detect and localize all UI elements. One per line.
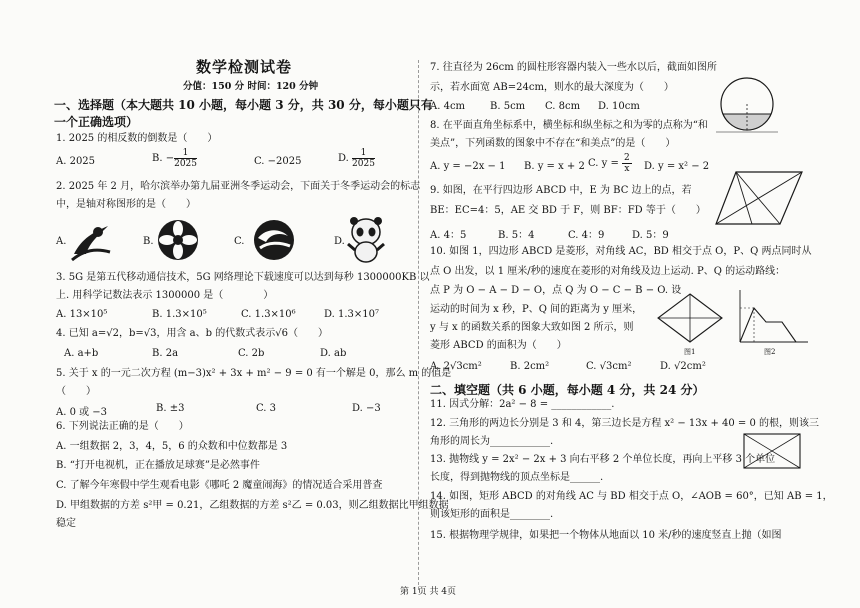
q1-option-d: D. $\frac{1}{2025}$	[338, 148, 375, 169]
q1-stem: 1. 2025 的相反数的倒数是（ ）	[56, 133, 218, 144]
q4-option-a: A. a+b	[64, 348, 99, 359]
section1-heading-cont: 一个正确选项）	[54, 115, 139, 129]
q7-option-c: C. 8cm	[545, 101, 581, 112]
q9-line1: 9. 如图，在平行四边形 ABCD 中，E 为 BC 边上的点，若	[430, 185, 692, 196]
q5-option-c: C. 3	[256, 403, 277, 414]
q5-option-d: D. −3	[352, 403, 381, 414]
q14-line1: 14. 如图，矩形 ABCD 的对角线 AC 与 BD 相交于点 O，∠AOB = 60°，已知 AB = 1，	[430, 491, 833, 502]
fig1-label: 图1	[684, 348, 696, 356]
q6-stem: 6. 下列说法正确的是（ ）	[56, 421, 189, 432]
q1-option-a: A. 2025	[56, 156, 96, 167]
rhombus-figure	[654, 290, 726, 352]
fig2-label: 图2	[764, 348, 776, 356]
q8-option-c: C. y = $\frac{2}{x}$	[588, 153, 630, 174]
q9-option-d: D. 5：9	[632, 230, 669, 241]
q4-option-d: D. ab	[320, 348, 347, 359]
q3-line1: 3. 5G 是第五代移动通信技术，5G 网络理论下载速度可以达到每秒 1300000KB 以	[56, 272, 430, 283]
q6-option-d-cont: 稳定	[56, 518, 76, 529]
q7-option-a: A. 4cm	[430, 101, 466, 112]
q10-line3: 点 P 为 O − A − D − O，点 Q 为 O − C − B − O. 设	[430, 285, 682, 296]
q2-line2: 中，是轴对称图形的是（ ）	[56, 199, 196, 210]
q6-option-b: B. “打开电视机，正在播放足球赛”是必然事件	[56, 460, 260, 471]
q9-option-a: A. 4：5	[430, 230, 467, 241]
q7-option-b: B. 5cm	[490, 101, 526, 112]
q10-line2: 点 O 出发，以 1 厘米/秒的速度在菱形的对角线及边上运动. P、Q 的运动路线：	[430, 266, 786, 277]
q8-option-b: B. y = x + 2	[524, 161, 585, 172]
q3-option-d: D. 1.3×10⁷	[324, 309, 380, 320]
panda-mascot-icon	[346, 214, 386, 264]
q3-option-b: B. 1.3×10⁵	[152, 309, 207, 320]
q10-line6: 菱形 ABCD 的面积为（ ）	[430, 340, 567, 351]
q3-option-c: C. 1.3×10⁶	[241, 309, 296, 320]
q13-line2: 长度，得到抛物线的顶点坐标是______.	[430, 472, 604, 483]
rectangle-diagonals-figure	[740, 430, 804, 472]
q8-line2: 美点”，下列函数的图象中不存在“和美点”的是（ ）	[430, 138, 676, 149]
q7-option-d: D. 10cm	[598, 101, 640, 112]
q10-option-b: B. 2cm²	[510, 361, 550, 372]
q1-option-b: B. − $\frac{1}{2025}$	[152, 148, 197, 169]
q4-option-b: B. 2a	[152, 348, 179, 359]
q2-option-d: D.	[334, 236, 345, 247]
q13-line1: 13. 抛物线 y = 2x² − 2x + 3 向右平移 2 个单位长度，再向上平移 3 个单位	[430, 454, 776, 465]
q9-option-c: C. 4：9	[568, 230, 605, 241]
q9-line2: BE：EC=4：5，AE 交 BD 于 F，则 BF：FD 等于（ ）	[430, 205, 706, 216]
q12-line2: 角形的周长为____________.	[430, 436, 554, 447]
q2-option-a: A.	[56, 236, 67, 247]
q6-option-a: A. 一组数据 2，3，4，5，6 的众数和中位数都是 3	[56, 441, 288, 452]
q12-line1: 12. 三角形的两边长分别是 3 和 4，第三边长是方程 x² − 13x + 40 = 0 的根，则该三	[430, 418, 820, 429]
score-time: 分值：150 分 时间：120 分钟	[183, 81, 319, 92]
q10-option-d: D. √2cm²	[660, 361, 706, 372]
snowflake-emblem-icon	[156, 218, 200, 262]
page-footer: 第 1页 共 4页	[400, 587, 457, 597]
q10-option-c: C. √3cm²	[586, 361, 632, 372]
q5-option-b: B. ±3	[156, 403, 185, 414]
q8-option-d: D. y = x² − 2	[644, 161, 710, 172]
q4-option-c: C. 2b	[238, 348, 265, 359]
q2-line1: 2. 2025 年 2 月，哈尔滨举办第九届亚洲冬季运动会，下面关于冬季运动会的标志	[56, 181, 421, 192]
q11-text: 11. 因式分解：2a² − 8 = ____________.	[430, 399, 615, 410]
circle-water-figure	[712, 74, 782, 136]
q6-option-c: C. 了解今年寒假中学生观看电影《哪吒 2 魔童闹海》的情况适合采用普查	[56, 480, 383, 491]
q14-line2: 则该矩形的面积是________.	[430, 509, 554, 520]
q5-line1: 5. 关于 x 的一元二次方程 (m−3)x² + 3x + m² − 9 = 0 有一个解是 0，那么 m 的值是	[56, 368, 452, 379]
q10-line4: 运动的时间为 x 秒，P、Q 间的距离为 y 厘米，	[430, 304, 643, 315]
q10-line1: 10. 如图 1，四边形 ABCD 是菱形，对角线 AC，BD 相交于点 O，P、Q 两点同时从	[430, 246, 812, 257]
skater-logo-icon	[68, 220, 112, 262]
q5-option-a: A. 0 或 −3	[56, 407, 108, 418]
distance-graph-figure	[732, 286, 812, 350]
q6-option-d: D. 甲组数据的方差 s²甲 = 0.21，乙组数据的方差 s²乙 = 0.03，则乙组数据比甲组数据	[56, 500, 449, 511]
q8-line1: 8. 在平面直角坐标系中，横坐标和纵坐标之和为零的点称为“和	[430, 120, 708, 131]
wave-emblem-icon	[250, 218, 298, 262]
section1-heading: 一、选择题（本大题共 10 小题，每小题 3 分，共 30 分，每小题只有	[54, 98, 433, 112]
q2-option-c: C.	[234, 236, 245, 247]
parallelogram-figure	[712, 166, 804, 230]
q8-option-a: A. y = −2x − 1	[430, 161, 506, 172]
q2-option-b: B.	[143, 236, 154, 247]
q5-line2: （ ）	[56, 386, 96, 397]
q15-line1: 15. 根据物理学规律，如果把一个物体从地面以 10 米/秒的速度竖直上抛（如图	[430, 530, 782, 541]
q7-line1: 7. 往直径为 26cm 的圆柱形容器内装入一些水以后，截面如图所	[430, 62, 717, 73]
page-title: 数学检测试卷	[196, 58, 293, 76]
q1-option-c: C. −2025	[254, 156, 302, 167]
q10-line5: y 与 x 的函数关系的图象大致如图 2 所示，则	[430, 322, 634, 333]
section2-heading: 二、填空题（共 6 小题，每小题 4 分，共 24 分）	[430, 383, 705, 397]
q3-line2: 上. 用科学记数法表示 1300000 是（ ）	[56, 290, 274, 301]
q10-option-a: A. 2√3cm²	[430, 361, 482, 372]
q9-option-b: B. 5：4	[498, 230, 535, 241]
q3-option-a: A. 13×10⁵	[56, 309, 108, 320]
q4-stem: 4. 已知 a=√2，b=√3，用含 a、b 的代数式表示√6（ ）	[56, 328, 328, 339]
q7-line2: 示，若水面宽 AB=24cm，则水的最大深度为（ ）	[430, 82, 674, 93]
